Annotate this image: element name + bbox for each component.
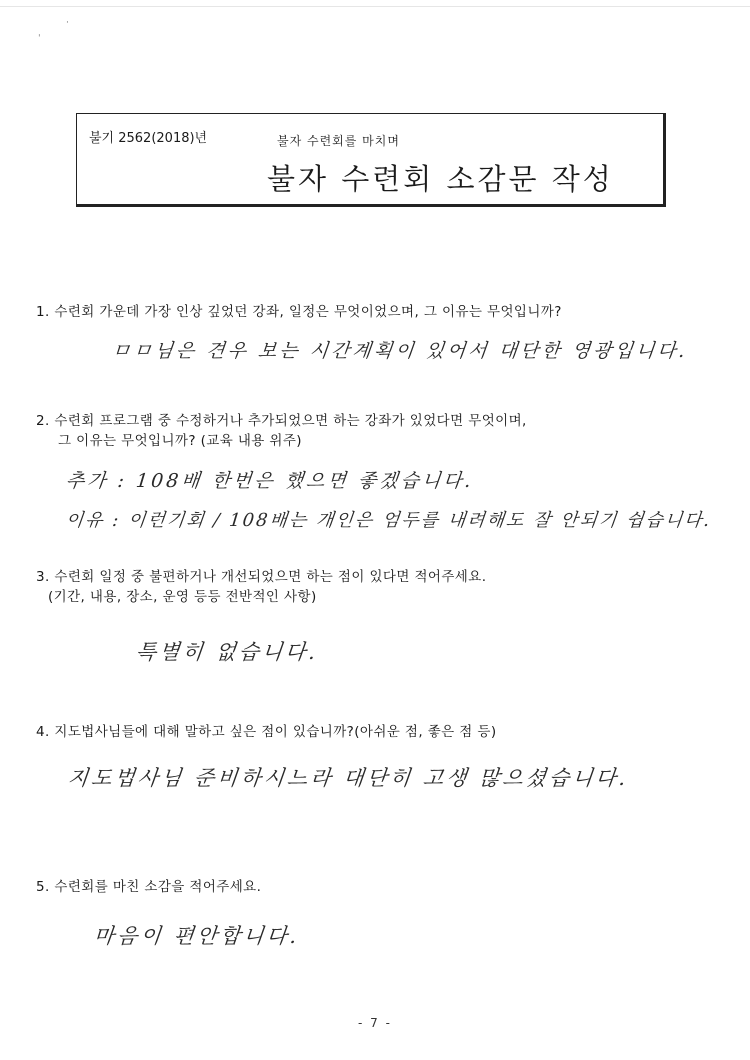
question-text: 2. 수련회 프로그램 중 수정하거나 추가되었으면 하는 강좌가 있었다면 무엇이며, — [36, 413, 527, 429]
question-text: 4. 지도법사님들에 대해 말하고 싶은 점이 있습니까?(아쉬운 점, 좋은 점 등) — [36, 724, 497, 740]
question-text-line2: 그 이유는 무엇입니까? (교육 내용 위주) — [58, 433, 302, 449]
question-5 — [36, 877, 261, 897]
answer-2-reason: 이유 : 이런기회 / 108배는 개인은 엄두를 내려해도 잘 안되기 쉽습니다. — [64, 510, 713, 531]
answer-5: 마음이 편안합니다. — [92, 924, 301, 948]
page-number: - 7 - — [358, 1016, 392, 1030]
question-text: 1. 수련회 가운데 가장 인상 깊었던 강좌, 일정은 무엇이었으며, 그 이유는 무엇입니까? — [36, 304, 562, 320]
answer-3: 특별히 없습니다. — [134, 640, 320, 664]
year-label: 불기 2562(2018)년 — [89, 131, 208, 146]
page-title: 불자 수련회 소감문 작성 — [267, 162, 614, 196]
answer-1: ㅁㅁ님은 견우 보는 시간계획이 있어서 대단한 영광입니다. — [110, 340, 689, 362]
page-top-edge — [0, 6, 750, 7]
answer-2-add: 추가 : 108배 한번은 했으면 좋겠습니다. — [64, 470, 475, 492]
answer-4: 지도법사님 준비하시느라 대단히 고생 많으셨습니다. — [66, 766, 630, 790]
scan-speck: ˈ — [38, 34, 41, 44]
question-1 — [36, 302, 562, 322]
scan-speck: · — [66, 18, 69, 28]
question-3 — [36, 567, 486, 607]
question-text: 3. 수련회 일정 중 불편하거나 개선되었으면 하는 점이 있다면 적어주세요. — [36, 569, 487, 585]
subtitle: 불자 수련회를 마치며 — [277, 134, 400, 148]
question-text-line2: (기간, 내용, 장소, 운영 등등 전반적인 사항) — [48, 589, 317, 605]
question-4 — [36, 722, 497, 742]
question-2 — [36, 411, 527, 451]
title-box — [76, 113, 666, 207]
question-text: 5. 수련회를 마친 소감을 적어주세요. — [36, 879, 262, 895]
